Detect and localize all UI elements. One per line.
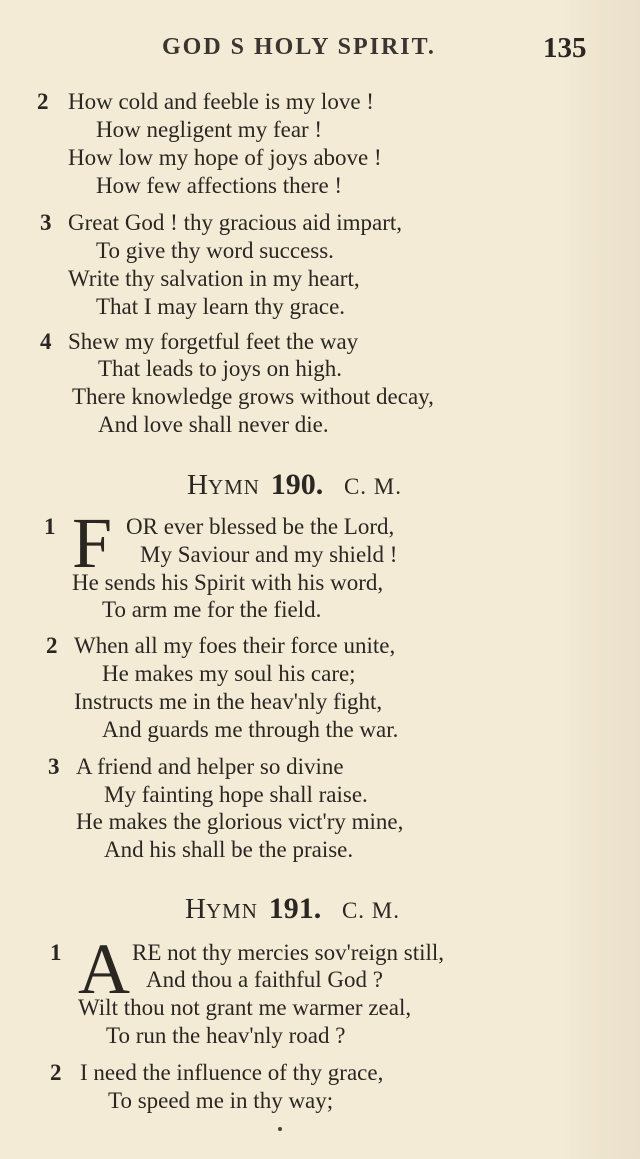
verse-line: To give thy word success.	[96, 238, 334, 263]
hymn-meter: C. M.	[341, 898, 401, 923]
verse-line: I need the influence of thy grace,	[80, 1060, 384, 1085]
hymn-title	[185, 894, 400, 924]
verse-line: How cold and feeble is my love !	[68, 89, 374, 114]
verse-line: And guards me through the war.	[102, 717, 399, 742]
verse-line: Wilt thou not grant me warmer zeal,	[78, 995, 412, 1020]
verse-line: There knowledge grows without decay,	[72, 384, 434, 409]
verse-line: OR ever blessed be the Lord,	[126, 514, 395, 539]
hymn-number: 191.	[268, 892, 322, 925]
verse-line: How negligent my fear !	[96, 117, 323, 142]
verse-line: To run the heav'nly road ?	[106, 1023, 346, 1048]
verse-line: He sends his Spirit with his word,	[72, 570, 384, 595]
hymn-title	[187, 470, 402, 500]
verse-line: Shew my forgetful feet the way	[68, 329, 359, 354]
page-number: 135	[543, 32, 587, 64]
verse-line: To speed me in thy way;	[108, 1088, 334, 1113]
hymn-title-initial: H	[185, 893, 206, 925]
verse-line: RE not thy mercies sov'reign still,	[132, 940, 445, 965]
verse-line: My Saviour and my shield !	[140, 542, 398, 567]
hymn-number: 190.	[270, 468, 324, 501]
verse-line: My fainting hope shall raise.	[104, 782, 368, 807]
drop-cap: A	[78, 929, 130, 1009]
verse-line: And thou a faithful God ?	[146, 967, 383, 992]
running-head: GOD S HOLY SPIRIT.	[162, 34, 436, 60]
verse-line: A friend and helper so divine	[76, 754, 344, 779]
printer-mark	[278, 1127, 282, 1131]
verse-line: And his shall be the praise.	[104, 837, 354, 862]
stanza-number: 2	[37, 89, 49, 114]
verse-line: He makes my soul his care;	[102, 661, 356, 686]
drop-cap: F	[72, 503, 113, 583]
hymn-title-word: YMN	[207, 475, 260, 499]
stanza-number: 4	[40, 329, 52, 354]
hymn-meter: C. M.	[343, 474, 403, 499]
stanza-number: 1	[50, 940, 62, 965]
verse-line: When all my foes their force unite,	[74, 633, 396, 658]
stanza-number: 2	[46, 633, 58, 658]
verse-line: How low my hope of joys above !	[68, 145, 382, 170]
stanza-number: 2	[50, 1060, 62, 1085]
verse-line: And love shall never die.	[98, 412, 329, 437]
stanza-number: 3	[40, 210, 52, 235]
verse-line: That I may learn thy grace.	[96, 294, 346, 319]
stanza-number: 3	[48, 754, 60, 779]
verse-line: Instructs me in the heav'nly fight,	[74, 689, 383, 714]
verse-line: Great God ! thy gracious aid impart,	[68, 210, 403, 235]
verse-line: Write thy salvation in my heart,	[68, 266, 360, 291]
verse-line: That leads to joys on high.	[98, 356, 343, 381]
verse-line: To arm me for the field.	[102, 597, 322, 622]
hymn-title-initial: H	[187, 469, 208, 501]
verse-line: How few affections there !	[96, 173, 343, 198]
hymn-title-word: YMN	[205, 899, 258, 923]
verse-line: He makes the glorious vict'ry mine,	[76, 809, 404, 834]
stanza-number: 1	[44, 514, 56, 539]
